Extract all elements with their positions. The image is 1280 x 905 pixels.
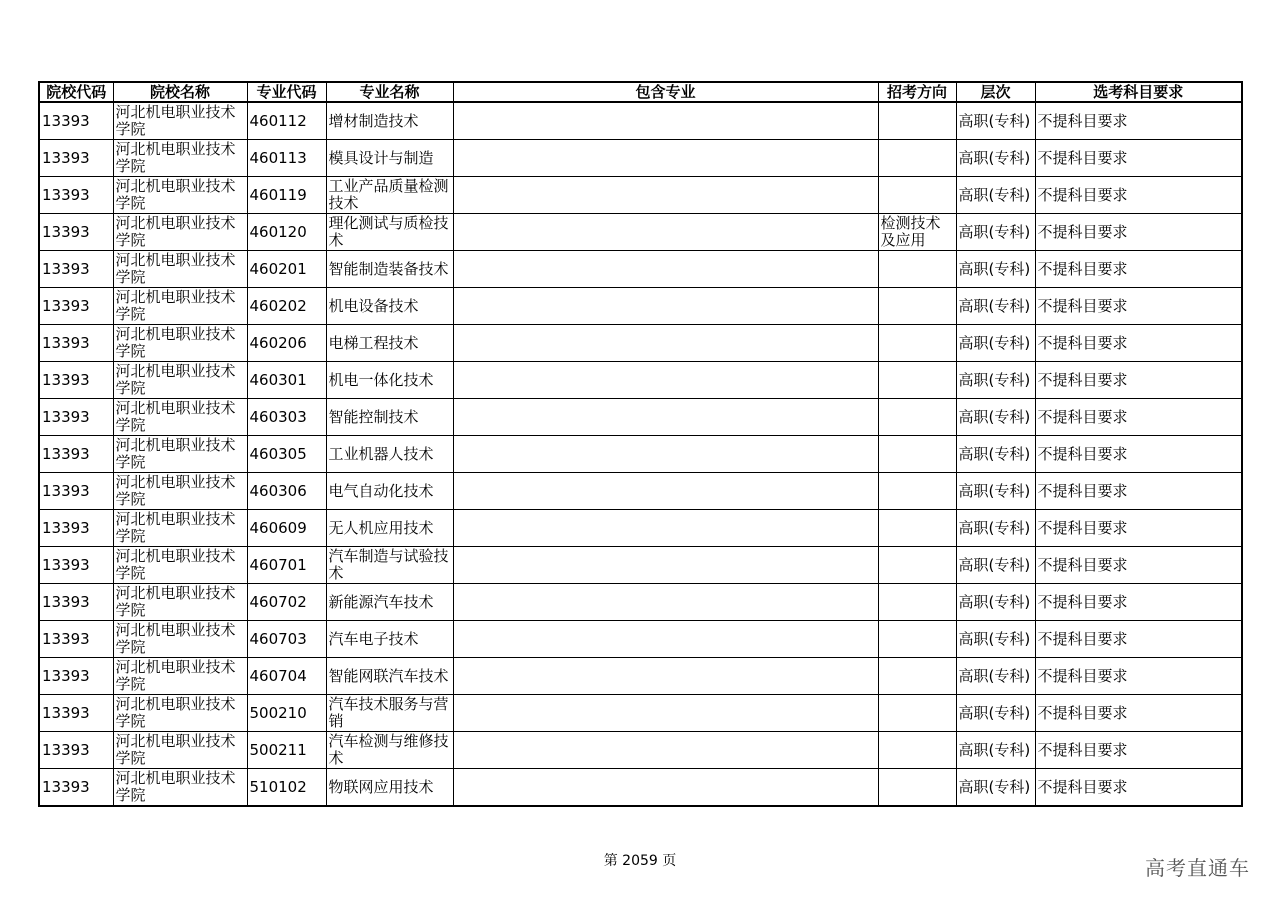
cell-subject-requirement: 不提科目要求 xyxy=(1035,140,1242,177)
cell-included-majors xyxy=(453,399,878,436)
cell-included-majors xyxy=(453,436,878,473)
cell-direction xyxy=(878,362,956,399)
table-row xyxy=(39,695,1242,732)
table-row xyxy=(39,102,1242,140)
cell-major-code: 460703 xyxy=(247,621,326,658)
cell-major-name: 汽车电子技术 xyxy=(326,621,453,658)
cell-subject-requirement: 不提科目要求 xyxy=(1035,473,1242,510)
cell-school-code: 13393 xyxy=(39,177,113,214)
cell-major-code: 460201 xyxy=(247,251,326,288)
cell-subject-requirement: 不提科目要求 xyxy=(1035,102,1242,140)
cell-direction xyxy=(878,732,956,769)
cell-level: 高职(专科) xyxy=(956,732,1035,769)
cell-school-name: 河北机电职业技术学院 xyxy=(113,288,247,325)
cell-school-name: 河北机电职业技术学院 xyxy=(113,621,247,658)
cell-school-name: 河北机电职业技术学院 xyxy=(113,177,247,214)
cell-major-name: 新能源汽车技术 xyxy=(326,584,453,621)
cell-level: 高职(专科) xyxy=(956,547,1035,584)
table-row xyxy=(39,769,1242,807)
cell-direction: 检测技术及应用 xyxy=(878,214,956,251)
cell-major-name: 机电设备技术 xyxy=(326,288,453,325)
cell-major-name: 无人机应用技术 xyxy=(326,510,453,547)
cell-direction xyxy=(878,510,956,547)
table-row xyxy=(39,732,1242,769)
cell-major-name: 模具设计与制造 xyxy=(326,140,453,177)
enrollment-table xyxy=(38,81,1243,807)
cell-level: 高职(专科) xyxy=(956,584,1035,621)
cell-major-code: 460306 xyxy=(247,473,326,510)
table-body xyxy=(39,102,1242,806)
cell-major-name: 汽车制造与试验技术 xyxy=(326,547,453,584)
cell-major-name: 智能制造装备技术 xyxy=(326,251,453,288)
cell-subject-requirement: 不提科目要求 xyxy=(1035,399,1242,436)
cell-major-code: 460701 xyxy=(247,547,326,584)
cell-school-name: 河北机电职业技术学院 xyxy=(113,214,247,251)
header-direction: 招考方向 xyxy=(878,82,956,102)
cell-included-majors xyxy=(453,584,878,621)
cell-school-code: 13393 xyxy=(39,769,113,807)
cell-direction xyxy=(878,399,956,436)
cell-major-name: 汽车技术服务与营销 xyxy=(326,695,453,732)
cell-included-majors xyxy=(453,251,878,288)
cell-included-majors xyxy=(453,214,878,251)
cell-included-majors xyxy=(453,510,878,547)
cell-direction xyxy=(878,102,956,140)
table-row xyxy=(39,251,1242,288)
table-row xyxy=(39,140,1242,177)
cell-subject-requirement: 不提科目要求 xyxy=(1035,214,1242,251)
table-row xyxy=(39,399,1242,436)
table-header-row xyxy=(39,82,1242,102)
cell-level: 高职(专科) xyxy=(956,214,1035,251)
cell-direction xyxy=(878,177,956,214)
cell-school-code: 13393 xyxy=(39,658,113,695)
cell-major-code: 460702 xyxy=(247,584,326,621)
cell-school-name: 河北机电职业技术学院 xyxy=(113,584,247,621)
cell-school-code: 13393 xyxy=(39,436,113,473)
cell-level: 高职(专科) xyxy=(956,658,1035,695)
cell-direction xyxy=(878,325,956,362)
cell-direction xyxy=(878,547,956,584)
cell-school-name: 河北机电职业技术学院 xyxy=(113,547,247,584)
table-row xyxy=(39,214,1242,251)
cell-school-code: 13393 xyxy=(39,325,113,362)
cell-included-majors xyxy=(453,325,878,362)
cell-major-name: 智能网联汽车技术 xyxy=(326,658,453,695)
cell-subject-requirement: 不提科目要求 xyxy=(1035,695,1242,732)
cell-level: 高职(专科) xyxy=(956,399,1035,436)
cell-included-majors xyxy=(453,732,878,769)
cell-included-majors xyxy=(453,621,878,658)
table-row xyxy=(39,177,1242,214)
cell-direction xyxy=(878,621,956,658)
cell-subject-requirement: 不提科目要求 xyxy=(1035,436,1242,473)
cell-major-name: 汽车检测与维修技术 xyxy=(326,732,453,769)
cell-major-name: 工业机器人技术 xyxy=(326,436,453,473)
cell-subject-requirement: 不提科目要求 xyxy=(1035,362,1242,399)
table-row xyxy=(39,325,1242,362)
cell-school-name: 河北机电职业技术学院 xyxy=(113,732,247,769)
table-row xyxy=(39,547,1242,584)
header-level: 层次 xyxy=(956,82,1035,102)
header-subject-requirement: 选考科目要求 xyxy=(1035,82,1242,102)
table-row xyxy=(39,510,1242,547)
table-row xyxy=(39,362,1242,399)
cell-major-code: 500211 xyxy=(247,732,326,769)
table-row xyxy=(39,288,1242,325)
cell-subject-requirement: 不提科目要求 xyxy=(1035,177,1242,214)
cell-school-name: 河北机电职业技术学院 xyxy=(113,769,247,807)
cell-level: 高职(专科) xyxy=(956,473,1035,510)
cell-major-name: 工业产品质量检测技术 xyxy=(326,177,453,214)
cell-school-code: 13393 xyxy=(39,140,113,177)
cell-subject-requirement: 不提科目要求 xyxy=(1035,769,1242,807)
cell-included-majors xyxy=(453,658,878,695)
cell-major-name: 增材制造技术 xyxy=(326,102,453,140)
cell-school-name: 河北机电职业技术学院 xyxy=(113,658,247,695)
cell-school-code: 13393 xyxy=(39,102,113,140)
header-school-code: 院校代码 xyxy=(39,82,113,102)
cell-direction xyxy=(878,695,956,732)
cell-subject-requirement: 不提科目要求 xyxy=(1035,325,1242,362)
cell-direction xyxy=(878,140,956,177)
cell-included-majors xyxy=(453,547,878,584)
cell-school-name: 河北机电职业技术学院 xyxy=(113,140,247,177)
cell-major-code: 460119 xyxy=(247,177,326,214)
cell-major-name: 物联网应用技术 xyxy=(326,769,453,807)
cell-school-code: 13393 xyxy=(39,510,113,547)
cell-major-code: 460120 xyxy=(247,214,326,251)
cell-major-code: 500210 xyxy=(247,695,326,732)
cell-direction xyxy=(878,288,956,325)
cell-school-name: 河北机电职业技术学院 xyxy=(113,325,247,362)
cell-major-code: 460301 xyxy=(247,362,326,399)
cell-level: 高职(专科) xyxy=(956,695,1035,732)
cell-included-majors xyxy=(453,177,878,214)
table-row xyxy=(39,584,1242,621)
cell-school-code: 13393 xyxy=(39,732,113,769)
cell-major-name: 智能控制技术 xyxy=(326,399,453,436)
cell-included-majors xyxy=(453,473,878,510)
cell-major-code: 460113 xyxy=(247,140,326,177)
table-row xyxy=(39,658,1242,695)
cell-school-code: 13393 xyxy=(39,695,113,732)
table-row xyxy=(39,621,1242,658)
cell-level: 高职(专科) xyxy=(956,251,1035,288)
cell-included-majors xyxy=(453,140,878,177)
cell-school-code: 13393 xyxy=(39,584,113,621)
cell-included-majors xyxy=(453,769,878,807)
cell-major-code: 460112 xyxy=(247,102,326,140)
cell-level: 高职(专科) xyxy=(956,436,1035,473)
cell-direction xyxy=(878,473,956,510)
cell-subject-requirement: 不提科目要求 xyxy=(1035,658,1242,695)
cell-major-name: 电梯工程技术 xyxy=(326,325,453,362)
cell-level: 高职(专科) xyxy=(956,140,1035,177)
cell-major-code: 460202 xyxy=(247,288,326,325)
cell-school-code: 13393 xyxy=(39,621,113,658)
cell-major-name: 机电一体化技术 xyxy=(326,362,453,399)
cell-school-name: 河北机电职业技术学院 xyxy=(113,399,247,436)
cell-subject-requirement: 不提科目要求 xyxy=(1035,251,1242,288)
cell-direction xyxy=(878,584,956,621)
cell-level: 高职(专科) xyxy=(956,177,1035,214)
cell-school-code: 13393 xyxy=(39,362,113,399)
table-row xyxy=(39,436,1242,473)
cell-level: 高职(专科) xyxy=(956,769,1035,807)
cell-subject-requirement: 不提科目要求 xyxy=(1035,547,1242,584)
cell-school-code: 13393 xyxy=(39,251,113,288)
cell-level: 高职(专科) xyxy=(956,288,1035,325)
cell-included-majors xyxy=(453,288,878,325)
cell-direction xyxy=(878,251,956,288)
cell-subject-requirement: 不提科目要求 xyxy=(1035,584,1242,621)
cell-school-code: 13393 xyxy=(39,547,113,584)
cell-school-name: 河北机电职业技术学院 xyxy=(113,510,247,547)
cell-major-code: 460704 xyxy=(247,658,326,695)
cell-major-code: 510102 xyxy=(247,769,326,807)
cell-school-code: 13393 xyxy=(39,473,113,510)
cell-major-name: 电气自动化技术 xyxy=(326,473,453,510)
page-number: 第 2059 页 xyxy=(603,853,677,869)
cell-school-name: 河北机电职业技术学院 xyxy=(113,436,247,473)
cell-major-code: 460206 xyxy=(247,325,326,362)
cell-direction xyxy=(878,658,956,695)
cell-school-name: 河北机电职业技术学院 xyxy=(113,251,247,288)
cell-major-code: 460305 xyxy=(247,436,326,473)
cell-subject-requirement: 不提科目要求 xyxy=(1035,732,1242,769)
cell-school-name: 河北机电职业技术学院 xyxy=(113,362,247,399)
table-row xyxy=(39,473,1242,510)
cell-included-majors xyxy=(453,695,878,732)
cell-direction xyxy=(878,769,956,807)
cell-level: 高职(专科) xyxy=(956,621,1035,658)
cell-major-code: 460609 xyxy=(247,510,326,547)
cell-level: 高职(专科) xyxy=(956,362,1035,399)
cell-subject-requirement: 不提科目要求 xyxy=(1035,621,1242,658)
cell-level: 高职(专科) xyxy=(956,510,1035,547)
header-included-majors: 包含专业 xyxy=(453,82,878,102)
cell-direction xyxy=(878,436,956,473)
cell-subject-requirement: 不提科目要求 xyxy=(1035,288,1242,325)
cell-school-code: 13393 xyxy=(39,399,113,436)
watermark: 高考直通车 xyxy=(1145,856,1250,880)
cell-subject-requirement: 不提科目要求 xyxy=(1035,510,1242,547)
cell-school-name: 河北机电职业技术学院 xyxy=(113,102,247,140)
header-major-name: 专业名称 xyxy=(326,82,453,102)
cell-level: 高职(专科) xyxy=(956,325,1035,362)
cell-major-name: 理化测试与质检技术 xyxy=(326,214,453,251)
cell-included-majors xyxy=(453,362,878,399)
cell-school-code: 13393 xyxy=(39,214,113,251)
cell-school-name: 河北机电职业技术学院 xyxy=(113,473,247,510)
cell-school-code: 13393 xyxy=(39,288,113,325)
cell-major-code: 460303 xyxy=(247,399,326,436)
cell-level: 高职(专科) xyxy=(956,102,1035,140)
header-major-code: 专业代码 xyxy=(247,82,326,102)
header-school-name: 院校名称 xyxy=(113,82,247,102)
cell-included-majors xyxy=(453,102,878,140)
cell-school-name: 河北机电职业技术学院 xyxy=(113,695,247,732)
